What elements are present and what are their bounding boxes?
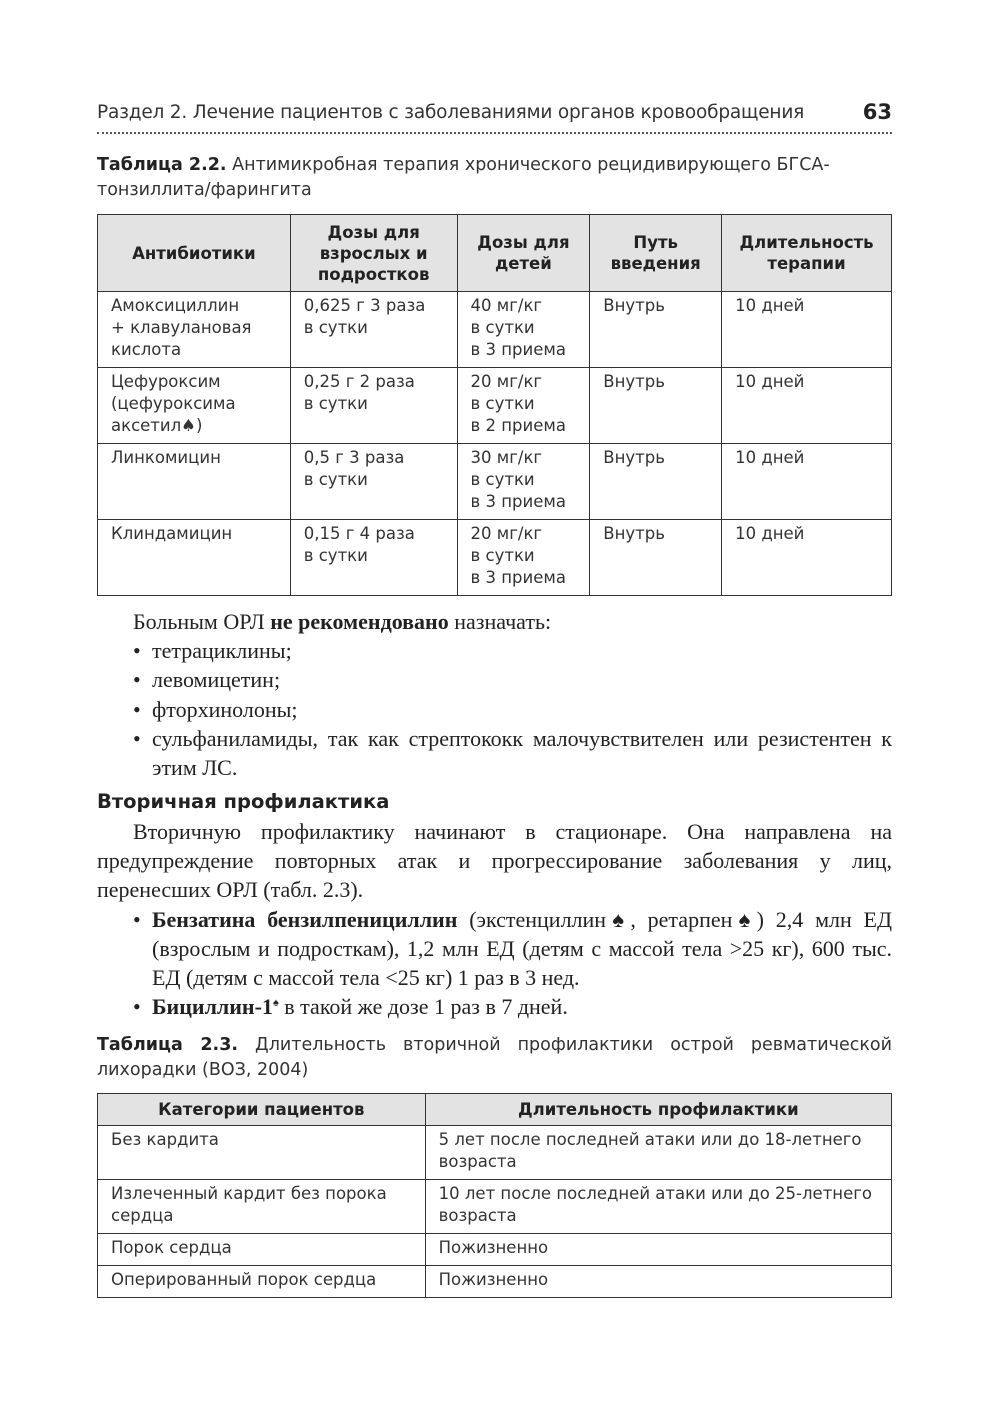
running-header [97, 98, 892, 134]
orl-not-recommended-block [97, 607, 892, 782]
orl-intro-text: Больным ОРЛ [133, 609, 271, 634]
antibiotic-therapy-table [97, 214, 892, 596]
table-row [98, 444, 892, 520]
table-cell: Без кардита [98, 1126, 426, 1180]
bullet-dot-icon: • [133, 638, 141, 664]
section-heading: Вторичная профилактика [97, 790, 390, 813]
list-item-text: фторхинолоны; [152, 696, 298, 722]
list-item-text: в такой же дозе 1 раз в 7 дней. [278, 994, 568, 1020]
column-header: Длительность профилактики [425, 1094, 891, 1126]
table-cell: 5 лет после последней атаки или до 18-летнего возраста [425, 1126, 891, 1180]
table-cell: Внутрь [590, 368, 722, 444]
table-row [98, 1126, 892, 1180]
registered-mark: ♠ [272, 997, 279, 1010]
table-cell: 0,625 г 3 раза в сутки [290, 292, 457, 368]
list-item [97, 905, 892, 993]
table-2-3-caption [97, 1033, 892, 1083]
bullet-dot-icon: • [133, 667, 141, 693]
table-cell: Внутрь [590, 520, 722, 596]
running-header-title: Раздел 2. Лечение пациентов с заболеваниями органов кровообращения [97, 102, 805, 123]
drug-name: Бициллин-1 [152, 994, 273, 1020]
column-header: Дозы для детей [457, 215, 590, 292]
table-header-row [98, 215, 892, 292]
page-number: 63 [862, 100, 892, 124]
orl-intro-emphasis: не рекомендовано [270, 609, 449, 634]
table-cell: 10 дней [722, 368, 892, 444]
table-cell: 0,5 г 3 раза в сутки [290, 444, 457, 520]
orl-intro-tail: назначать: [448, 609, 552, 634]
list-item-text: сульфаниламиды, так как стрептококк малочувствителен или резистентен к этим ЛС. [152, 725, 892, 781]
list-item [97, 992, 892, 1021]
bullet-dot-icon: • [133, 906, 141, 932]
bullet-dot-icon: • [133, 994, 141, 1020]
list-item [97, 724, 892, 782]
table-cell: 10 дней [722, 444, 892, 520]
orl-contraindicated-list [97, 636, 892, 782]
table-row [98, 368, 892, 444]
column-header: Антибиотики [98, 215, 291, 292]
column-header: Категории пациентов [98, 1094, 426, 1126]
table-row [98, 1180, 892, 1234]
orl-intro-paragraph [97, 607, 892, 636]
column-header: Дозы для взрослых и подростков [290, 215, 457, 292]
bullet-dot-icon: • [133, 696, 141, 722]
list-item [97, 695, 892, 724]
prophylaxis-drug-list [97, 905, 892, 1022]
bullet-dot-icon: • [133, 725, 141, 751]
table-cell: Порок сердца [98, 1234, 426, 1266]
table-cell: Амоксициллин + клавулановая кислота [98, 292, 291, 368]
table-2-2-caption-text: Антимикробная терапия хронического рецидивирующего БГСА-тонзиллита/фарингита [97, 155, 830, 200]
list-item-text: (экстенциллин♠, ретарпен♠) 2,4 млн ЕД (взрослым и подросткам), 1,2 млн ЕД (детям с массой тела >25 кг), 600 тыс. ЕД (детям с массой тела <25 кг) 1 раз в 3 нед. [152, 906, 892, 991]
table-cell: Линкомицин [98, 444, 291, 520]
table-cell: Внутрь [590, 444, 722, 520]
table-row [98, 1234, 892, 1266]
table-2-3-caption-text: Длительность вторичной профилактики острой ревматической лихорадки (ВОЗ, 2004) [97, 1035, 892, 1080]
list-item-text: тетрациклины; [152, 638, 292, 664]
table-cell: 10 дней [722, 292, 892, 368]
table-2-3-caption-label: Таблица 2.3. [97, 1035, 239, 1055]
secondary-prophylaxis-block [97, 817, 892, 1021]
column-header: Длительность терапии [722, 215, 892, 292]
table-cell: Пожизненно [425, 1266, 891, 1298]
table-row [98, 520, 892, 596]
table-cell: 20 мг/кг в сутки в 2 приема [457, 368, 590, 444]
table-cell: Оперированный порок сердца [98, 1266, 426, 1298]
column-header: Путь введения [590, 215, 722, 292]
table-cell: Клиндамицин [98, 520, 291, 596]
table-cell: 20 мг/кг в сутки в 3 приема [457, 520, 590, 596]
list-item-text: левомицетин; [152, 667, 281, 693]
secondary-paragraph: Вторичную профилактику начинают в стационаре. Она направлена на предупреждение повторных атак и прогрессирование заболевания у лиц, перенесших ОРЛ (табл. 2.3). [97, 819, 892, 903]
table-row [98, 1266, 892, 1298]
table-row [98, 292, 892, 368]
table-cell: 40 мг/кг в сутки в 3 приема [457, 292, 590, 368]
list-item [97, 665, 892, 694]
table-header-row [98, 1094, 892, 1126]
table-cell: Цефуроксим (цефуроксима аксетил♠) [98, 368, 291, 444]
table-2-2-caption [97, 153, 892, 203]
table-cell: 10 дней [722, 520, 892, 596]
table-cell: 10 лет после последней атаки или до 25-летнего возраста [425, 1180, 891, 1234]
table-cell: 0,25 г 2 раза в сутки [290, 368, 457, 444]
table-cell: 0,15 г 4 раза в сутки [290, 520, 457, 596]
table-cell: Пожизненно [425, 1234, 891, 1266]
list-item [97, 636, 892, 665]
drug-name: Бензатина бензилпенициллин [152, 906, 458, 932]
table-cell: Излеченный кардит без порока сердца [98, 1180, 426, 1234]
table-cell: 30 мг/кг в сутки в 3 приема [457, 444, 590, 520]
table-2-2-caption-label: Таблица 2.2. [97, 155, 227, 175]
table-cell: Внутрь [590, 292, 722, 368]
prophylaxis-duration-table [97, 1093, 892, 1298]
